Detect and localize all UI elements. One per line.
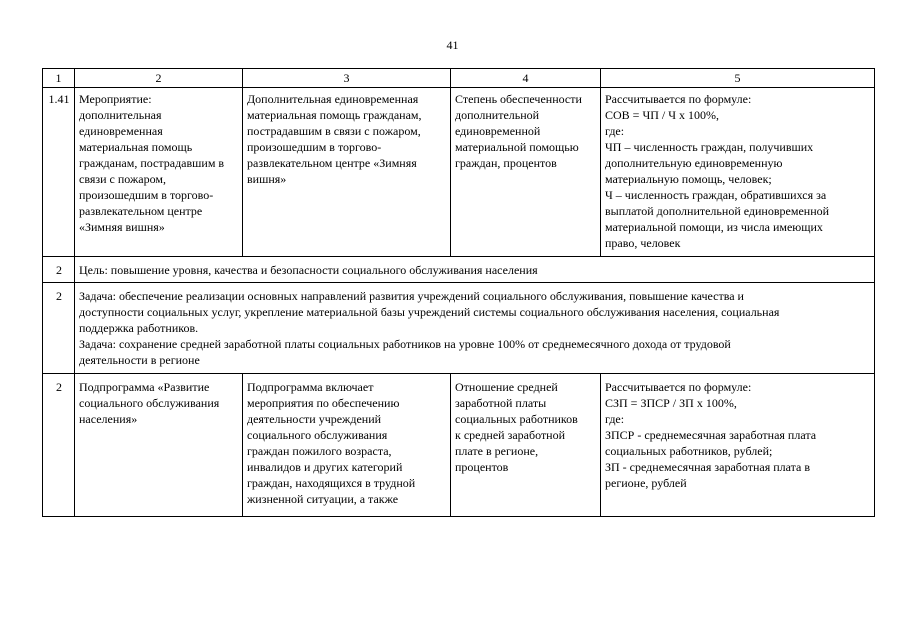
row-number: 2 — [43, 374, 75, 517]
program-table — [42, 68, 875, 517]
formula-cell: Рассчитывается по формуле: СОВ = ЧП / Ч х 100%, где: ЧП – численность граждан, получивших дополнительную единовременную материальную помощь, человек; Ч – численность граждан, обратившихся за выплатой дополнительной единовременной материальной помощи, из числа имеющих право, человек — [601, 88, 875, 257]
task-cell: Задача: обеспечение реализации основных направлений развития учреждений социального обслуживания, повышение качества и доступности социальных услуг, укрепление материальной базы учреждений системы социального обслуживания населения, социальная поддержка работников. Задача: сохранение средней заработной платы социальных работников на уровне 100% от среднемесячного дохода от трудовой деятельности в регионе — [75, 283, 875, 374]
column-header: 4 — [451, 69, 601, 88]
table-row — [43, 283, 875, 374]
measure-name-cell: Мероприятие: дополнительная единовременная материальная помощь гражданам, пострадавшим в связи с пожаром, произошедшим в торгово- развлекательном центре «Зимняя вишня» — [75, 88, 243, 257]
row-number: 2 — [43, 257, 75, 283]
measure-description-cell: Дополнительная единовременная материальная помощь гражданам, пострадавшим в связи с пожаром, произошедшим в торгово- развлекательном центре «Зимняя вишня» — [243, 88, 451, 257]
column-header: 2 — [75, 69, 243, 88]
row-number: 1.41 — [43, 88, 75, 257]
table-row — [43, 374, 875, 517]
row-number: 2 — [43, 283, 75, 374]
subprogram-description-cell: Подпрограмма включает мероприятия по обеспечению деятельности учреждений социального обслуживания граждан пожилого возраста, инвалидов и других категорий граждан, находящихся в трудной жизненной ситуации, а также — [243, 374, 451, 517]
table-row — [43, 88, 875, 257]
column-header: 5 — [601, 69, 875, 88]
indicator-cell: Степень обеспеченности дополнительной единовременной материальной помощью граждан, процентов — [451, 88, 601, 257]
goal-cell: Цель: повышение уровня, качества и безопасности социального обслуживания населения — [75, 257, 875, 283]
formula-cell: Рассчитывается по формуле: СЗП = ЗПСР / ЗП х 100%, где: ЗПСР - среднемесячная заработная плата социальных работников, рублей; ЗП - среднемесячная заработная плата в регионе, рублей — [601, 374, 875, 517]
page-number: 41 — [446, 38, 459, 52]
table-row — [43, 257, 875, 283]
table-header-row — [43, 69, 875, 88]
subprogram-name-cell: Подпрограмма «Развитие социального обслуживания населения» — [75, 374, 243, 517]
indicator-cell: Отношение средней заработной платы социальных работников к средней заработной плате в регионе, процентов — [451, 374, 601, 517]
column-header: 1 — [43, 69, 75, 88]
column-header: 3 — [243, 69, 451, 88]
